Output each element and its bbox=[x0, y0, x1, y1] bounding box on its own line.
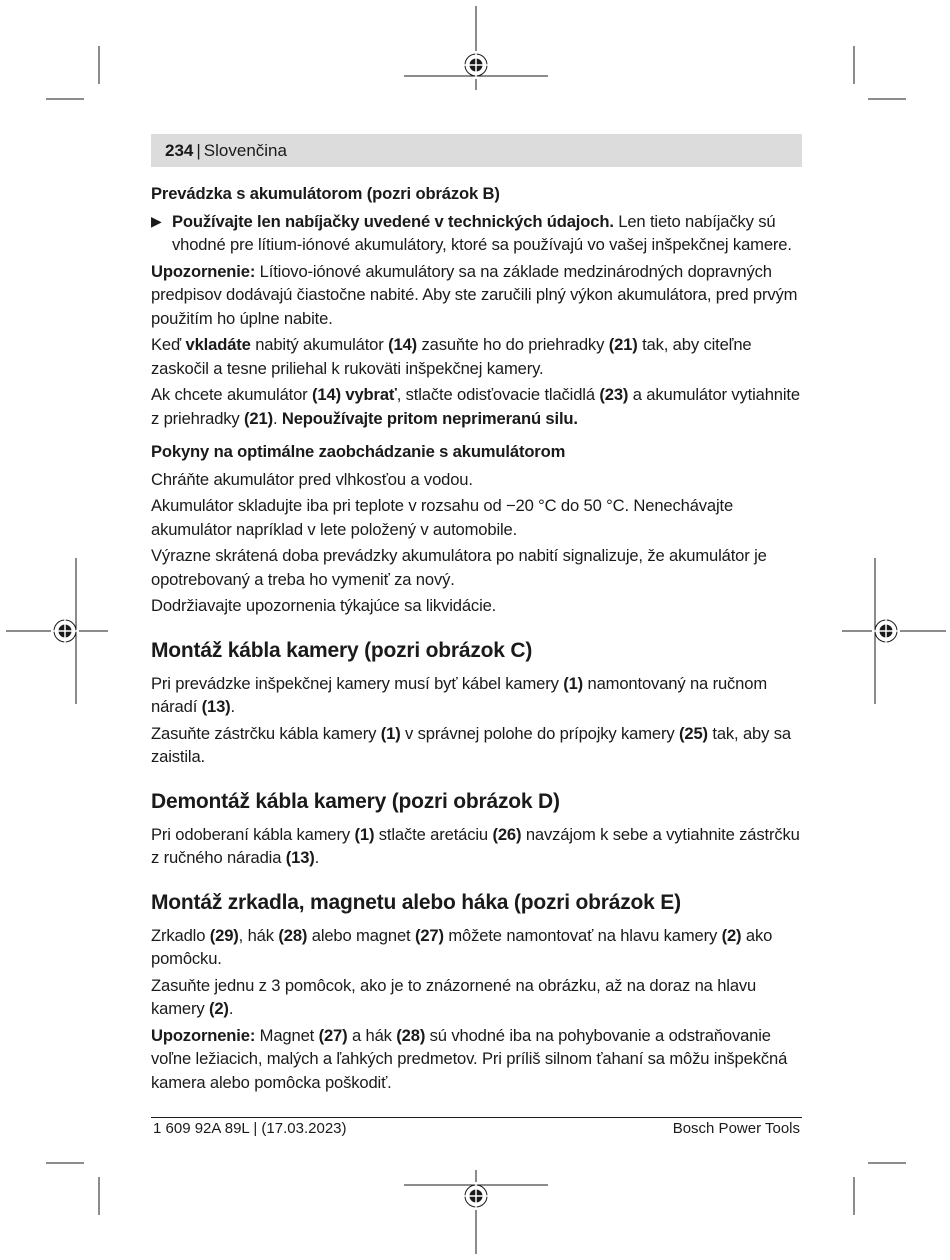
registration-mark-right bbox=[842, 558, 946, 704]
text-run: sú vhodné iba na pohybovanie a odstraňovanie voľne ležiacich, malých a ľahkých predmetov. Pri príliš silnom ťahaní sa môžu inšpekčná kamera alebo pomôcka poškodiť. bbox=[151, 1025, 788, 1092]
bullet-rest: Len tieto nabíjačky sú vhodné pre lítium-iónové akumulátory, ktoré sa používajú vo vašej inšpekčnej kamere. bbox=[172, 211, 792, 254]
text-run: nabitý akumulátor bbox=[250, 335, 389, 354]
bold-run: (1) bbox=[563, 673, 584, 693]
registration-mark-left bbox=[6, 558, 108, 704]
bold-run: (1) bbox=[380, 723, 401, 743]
bold-run: (28) bbox=[278, 925, 308, 945]
bold-run: (21) bbox=[244, 408, 273, 428]
battery-remove-paragraph bbox=[151, 383, 806, 430]
bold-run: (14) vybrať bbox=[312, 385, 397, 404]
text-run: ako pomôcku. bbox=[151, 925, 773, 968]
text-run: Ak chcete akumulátor bbox=[151, 385, 313, 404]
handling-paragraph: Dodržiavajte upozornenia týkajúce sa likvidácie. bbox=[151, 596, 497, 615]
bold-run: (2) bbox=[721, 925, 742, 945]
mount-cable-heading: Montáž kábla kamery (pozri obrázok C) bbox=[151, 638, 533, 662]
text-run: . bbox=[230, 697, 236, 716]
bold-run: (26) bbox=[492, 824, 522, 844]
bold-run: (27) bbox=[318, 1025, 348, 1045]
page-number: 234 bbox=[165, 141, 194, 160]
bold-run: Nepoužívajte pritom neprimeranú silu. bbox=[281, 408, 578, 428]
accessories-paragraph bbox=[151, 974, 806, 1021]
header-language: Slovenčina bbox=[203, 141, 287, 160]
handling-paragraph: Výrazne skrátená doba prevádzky akumulátora po nabití signalizuje, že akumulátor je opotrebovaný a treba ho vymeniť za nový. bbox=[151, 546, 767, 589]
text-run: a akumulátor vytiahnite z priehradky bbox=[151, 385, 800, 428]
bullet-text bbox=[172, 210, 806, 257]
text-run: a hák bbox=[347, 1025, 397, 1045]
bullet-bold: Používajte len nabíjačky uvedené v technických údajoch. bbox=[172, 211, 614, 231]
text-run: Zrkadlo bbox=[151, 925, 210, 945]
bold-run: (25) bbox=[678, 723, 708, 743]
battery-insert-paragraph bbox=[151, 333, 806, 380]
header-separator: | bbox=[196, 141, 201, 160]
bold-run: (23) bbox=[599, 385, 629, 404]
battery-note bbox=[151, 260, 806, 331]
page-content bbox=[151, 182, 806, 1097]
text-run: Pri odoberaní kábla kamery bbox=[151, 824, 355, 844]
bold-run: (1) bbox=[354, 824, 375, 844]
text-run: Zasuňte jednu z 3 pomôcok, ako je to znázornené na obrázku, až na doraz na hlavu kamery bbox=[151, 975, 757, 1018]
dismount-cable-paragraph bbox=[151, 823, 806, 870]
battery-handling-heading: Pokyny na optimálne zaobchádzanie s akumulátorom bbox=[151, 442, 566, 461]
page-header bbox=[151, 134, 802, 167]
note-label: Upozornenie: bbox=[151, 1025, 256, 1045]
bold-run: (2) bbox=[208, 999, 229, 1018]
text-run: zasuňte ho do priehradky bbox=[417, 335, 609, 354]
text-run: . bbox=[272, 408, 282, 428]
text-run: Keď bbox=[151, 335, 186, 354]
bold-run: (21) bbox=[608, 335, 638, 354]
text-run: Magnet bbox=[255, 1025, 319, 1045]
handling-paragraph: Chráňte akumulátor pred vlhkosťou a vodou. bbox=[151, 469, 473, 489]
bold-run: vkladáte bbox=[185, 335, 251, 354]
accessories-heading: Montáž zrkadla, magnetu alebo háka (pozri obrázok E) bbox=[151, 890, 681, 914]
footer-doc-id: 1 609 92A 89L | (17.03.2023) bbox=[153, 1120, 347, 1137]
note-label: Upozornenie: bbox=[151, 261, 256, 281]
text-run: navzájom k sebe a vytiahnite zástrčku z ručného náradia bbox=[151, 824, 800, 867]
text-run: môžete namontovať na hlavu kamery bbox=[443, 925, 722, 945]
accessories-paragraph bbox=[151, 924, 806, 971]
bold-run: (29) bbox=[209, 925, 239, 945]
footer-brand: Bosch Power Tools bbox=[672, 1120, 800, 1137]
bold-run: (14) bbox=[388, 335, 418, 354]
mount-cable-paragraph bbox=[151, 672, 806, 719]
bold-run: (13) bbox=[285, 848, 315, 867]
registration-mark-top bbox=[404, 6, 548, 90]
header-text bbox=[165, 141, 287, 161]
text-run: alebo magnet bbox=[307, 925, 415, 945]
text-run: stlačte aretáciu bbox=[374, 824, 493, 844]
bold-run: (28) bbox=[396, 1025, 426, 1045]
text-run: namontovaný na ručnom náradí bbox=[151, 673, 768, 716]
safety-bullet bbox=[151, 210, 806, 257]
text-run: . bbox=[228, 999, 234, 1018]
text-run: . bbox=[314, 848, 320, 867]
text-run: , stlačte odisťovacie tlačidlá bbox=[396, 385, 600, 404]
text-run: , hák bbox=[238, 925, 279, 945]
note-text: Lítiovo-iónové akumulátory sa na základe medzinárodných dopravných predpisov dodávajú čiastočne nabité. Aby ste zaručili plný výkon akumulátora, pred prvým použitím ho úplne nabite. bbox=[151, 261, 798, 328]
registration-mark-bottom bbox=[404, 1170, 548, 1254]
dismount-cable-heading: Demontáž kábla kamery (pozri obrázok D) bbox=[151, 789, 560, 813]
battery-operation-heading: Prevádzka s akumulátorom (pozri obrázok B) bbox=[151, 184, 500, 203]
text-run: Zasuňte zástrčku kábla kamery bbox=[151, 723, 381, 743]
text-run: v správnej polohe do prípojky kamery bbox=[400, 723, 679, 743]
text-run: tak, aby citeľne zaskočil a tesne priliehal k rukoväti inšpekčnej kamery. bbox=[151, 335, 752, 378]
accessories-note bbox=[151, 1024, 806, 1095]
text-run: tak, aby sa zaistila. bbox=[151, 723, 791, 766]
bold-run: (13) bbox=[201, 697, 231, 716]
mount-cable-paragraph bbox=[151, 722, 806, 769]
bullet-triangle-icon: ▶ bbox=[151, 212, 162, 229]
handling-paragraph: Akumulátor skladujte iba pri teplote v rozsahu od −20 °C do 50 °C. Nenechávajte akumulátor napríklad v lete položený v automobile. bbox=[151, 496, 734, 539]
bold-run: (27) bbox=[414, 925, 444, 945]
text-run: Pri prevádzke inšpekčnej kamery musí byť kábel kamery bbox=[151, 673, 564, 693]
footer-divider bbox=[151, 1117, 802, 1118]
